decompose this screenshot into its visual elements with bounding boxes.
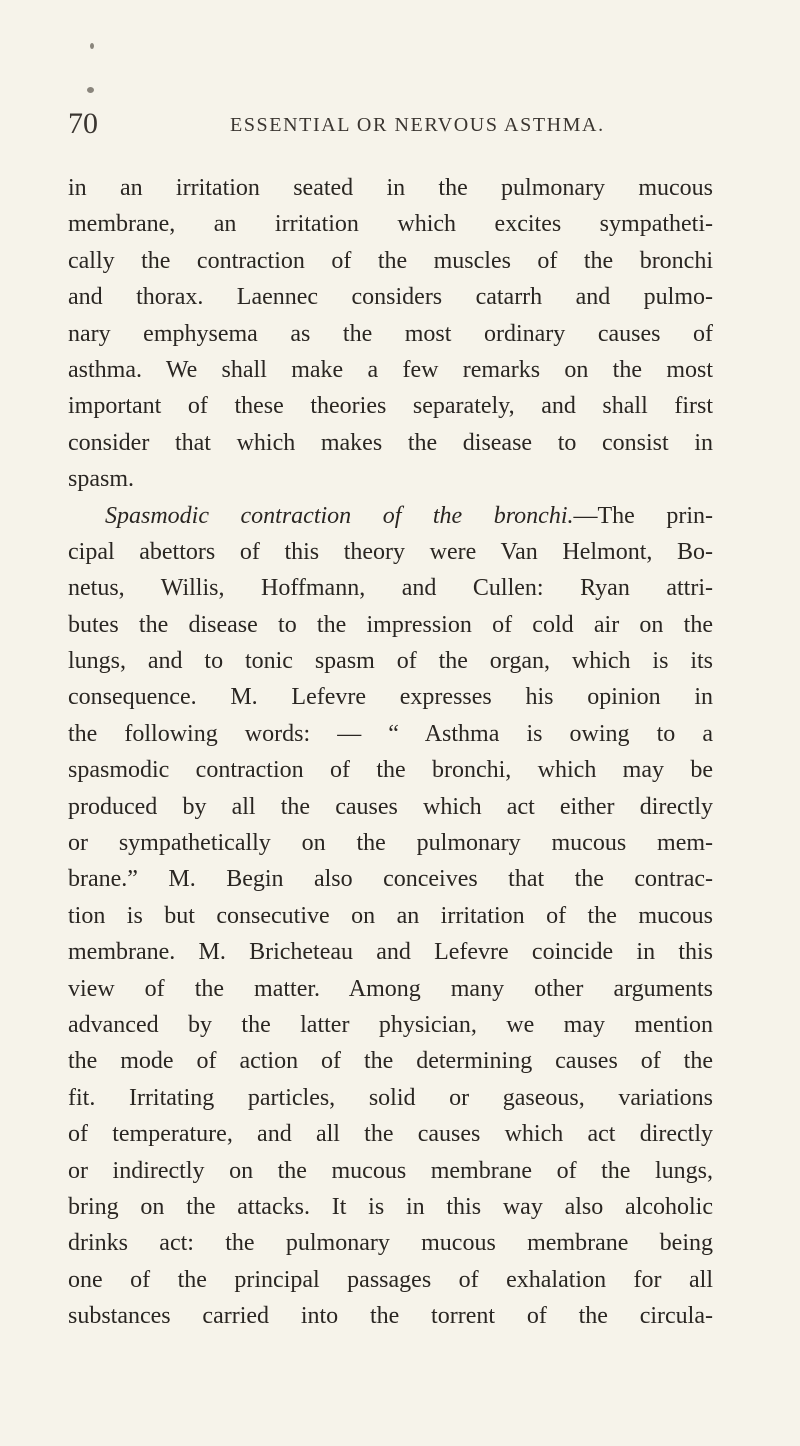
- running-title: ESSENTIAL OR NERVOUS ASTHMA.: [230, 114, 605, 136]
- text-line: consider that which makes the disease to consist in: [68, 429, 713, 456]
- text-line: brane.” M. Begin also conceives that the contrac-: [68, 866, 713, 893]
- ink-speck: [90, 43, 94, 49]
- text-line: bring on the attacks. It is in this way also alcoholic: [68, 1193, 713, 1220]
- text-line: membrane. M. Bricheteau and Lefevre coincide in this: [68, 939, 713, 966]
- text-line: view of the matter. Among many other arguments: [68, 975, 713, 1002]
- text-line: important of these theories separately, and shall first: [68, 393, 713, 420]
- text-line: tion is but consecutive on an irritation of the mucous: [68, 902, 713, 929]
- text-line: the mode of action of the determining causes of the: [68, 1048, 713, 1075]
- text-line: fit. Irritating particles, solid or gaseous, variations: [68, 1084, 713, 1111]
- text-line: netus, Willis, Hoffmann, and Cullen: Ryan attri-: [68, 575, 713, 602]
- text-line: or sympathetically on the pulmonary mucous mem-: [68, 830, 713, 857]
- text-line: spasm.: [68, 466, 134, 493]
- text-line: in an irritation seated in the pulmonary mucous: [68, 175, 713, 201]
- text-line: asthma. We shall make a few remarks on the most: [68, 356, 713, 383]
- page-number: 70: [68, 107, 98, 140]
- section-heading: Spasmodic contraction of the bronchi.: [105, 502, 574, 529]
- text-line: drinks act: the pulmonary mucous membrane being: [68, 1230, 713, 1257]
- text-line: produced by all the causes which act either directly: [68, 793, 713, 820]
- text-line: consequence. M. Lefevre expresses his opinion in: [68, 684, 713, 711]
- text-line: cipal abettors of this theory were Van Helmont, Bo-: [68, 538, 713, 565]
- text-line: spasmodic contraction of the bronchi, which may be: [68, 757, 713, 784]
- text-line: nary emphysema as the most ordinary causes of: [68, 320, 713, 347]
- text-line: membrane, an irritation which excites sympatheti-: [68, 211, 713, 238]
- section-first-line: [68, 498, 713, 534]
- text-line: and thorax. Laennec considers catarrh and pulmo-: [68, 284, 713, 311]
- body-text: [68, 170, 713, 1335]
- section-first-line-rest: —The prin-: [573, 502, 713, 529]
- ink-speck: [87, 87, 94, 93]
- text-line: one of the principal passages of exhalation for all: [68, 1266, 713, 1293]
- text-line: the following words: — “ Asthma is owing to a: [68, 720, 713, 747]
- text-line: lungs, and to tonic spasm of the organ, which is its: [68, 648, 713, 675]
- text-line: advanced by the latter physician, we may mention: [68, 1011, 713, 1038]
- text-line: butes the disease to the impression of cold air on the: [68, 611, 713, 638]
- text-line: substances carried into the torrent of the circula-: [68, 1303, 713, 1330]
- text-line: of temperature, and all the causes which act directly: [68, 1121, 713, 1148]
- text-line: or indirectly on the mucous membrane of the lungs,: [68, 1157, 713, 1184]
- running-head: [68, 104, 718, 144]
- text-line: cally the contraction of the muscles of the bronchi: [68, 247, 713, 274]
